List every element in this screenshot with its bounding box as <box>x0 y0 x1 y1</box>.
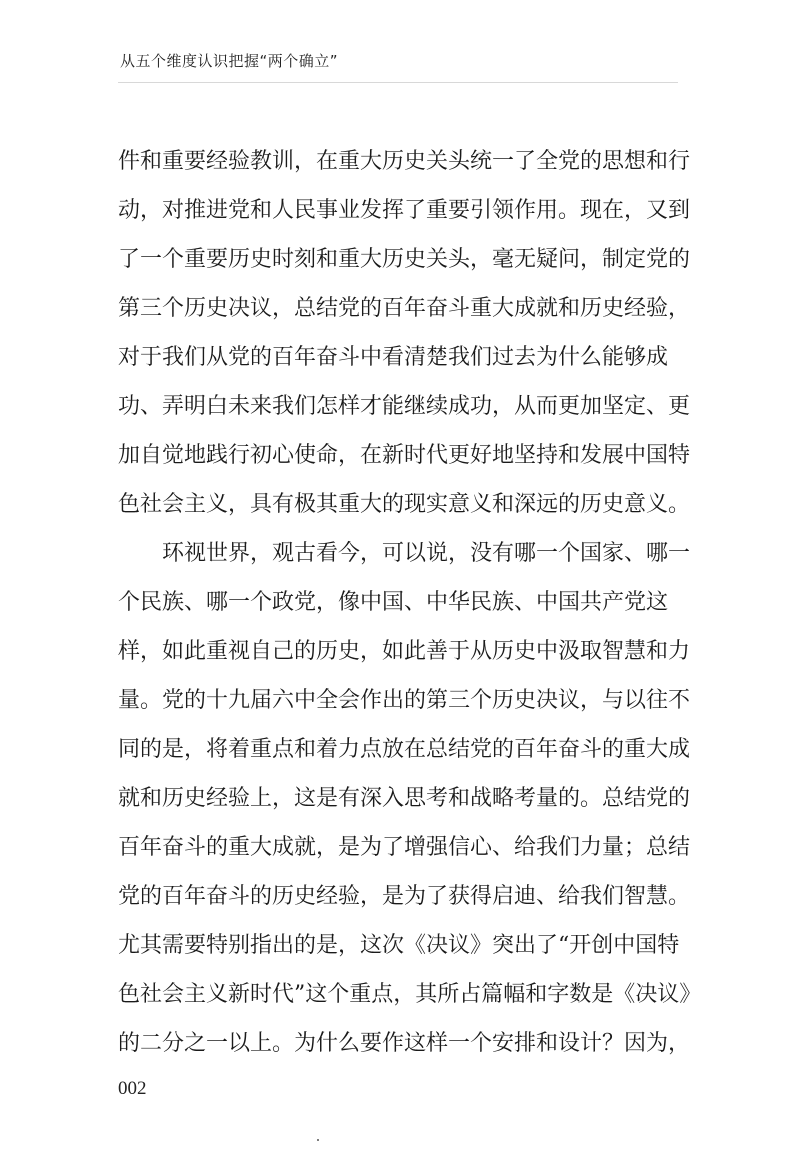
text-line: 量。党的十九届六中全会作出的第三个历史决议，与以往不 <box>118 688 691 713</box>
text-line: 就和历史经验上，这是有深入思考和战略考量的。总结党的 <box>118 786 691 811</box>
text-line: 色社会主义，具有极其重大的现实意义和深远的历史意义。 <box>118 492 691 517</box>
text-line: 动，对推进党和人民事业发挥了重要引领作用。现在，又到 <box>118 198 691 223</box>
text-line: 对于我们从党的百年奋斗中看清楚我们过去为什么能够成 <box>118 345 669 370</box>
text-line: 功、弄明白未来我们怎样才能继续成功，从而更加坚定、更 <box>118 394 691 419</box>
text-line: 的二分之一以上。为什么要作这样一个安排和设计？因为， <box>118 1031 691 1056</box>
running-head-title: 从五个维度认识把握“两个确立” <box>120 52 339 70</box>
text-line: 党的百年奋斗的历史经验，是为了获得启迪、给我们智慧。 <box>118 884 691 909</box>
text-line: 个民族、哪一个政党，像中国、中华民族、中国共产党这 <box>118 590 669 615</box>
text-line: 尤其需要特别指出的是，这次《决议》突出了“开创中国特 <box>118 933 680 958</box>
text-line: 色社会主义新时代”这个重点，其所占篇幅和字数是《决议》 <box>118 982 702 1007</box>
scan-speck <box>317 1139 319 1141</box>
paragraph-first-line: 环视世界，观古看今，可以说，没有哪一个国家、哪一 <box>162 541 691 566</box>
body-text <box>118 137 702 1068</box>
header-divider <box>118 82 678 83</box>
text-line: 样，如此重视自己的历史，如此善于从历史中汲取智慧和力 <box>118 639 691 664</box>
text-line: 件和重要经验教训，在重大历史关头统一了全党的思想和行 <box>118 149 691 174</box>
text-line: 第三个历史决议，总结党的百年奋斗重大成就和历史经验， <box>118 296 691 321</box>
page-number: 002 <box>118 1078 147 1099</box>
text-line: 加自觉地践行初心使命，在新时代更好地坚持和发展中国特 <box>118 443 691 468</box>
text-line: 百年奋斗的重大成就，是为了增强信心、给我们力量；总结 <box>118 835 691 860</box>
text-line: 了一个重要历史时刻和重大历史关头，毫无疑问，制定党的 <box>118 247 691 272</box>
text-line: 同的是，将着重点和着力点放在总结党的百年奋斗的重大成 <box>118 737 691 762</box>
